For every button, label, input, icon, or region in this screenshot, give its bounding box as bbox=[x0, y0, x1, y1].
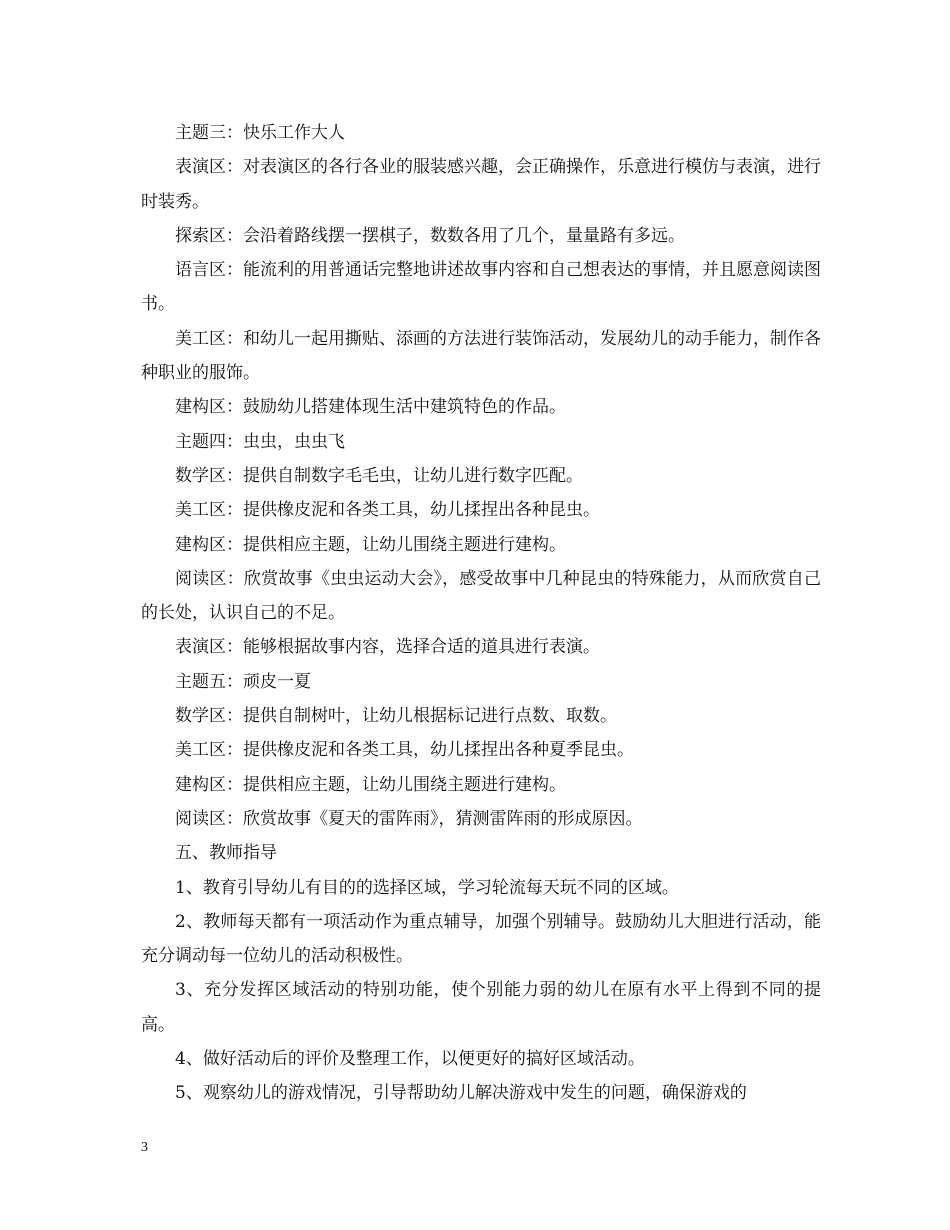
list-item-guidance-1: 1、教育引导幼儿有目的的选择区域，学习轮流每天玩不同的区域。 bbox=[175, 877, 679, 898]
paragraph-construction-area-theme: 建构区：提供相应主题，让幼儿围绕主题进行建构。 bbox=[175, 534, 566, 555]
paragraph-reading-area: 阅读区：欣赏故事《虫虫运动大会》，感受故事中几种昆虫的特殊能力，从而欣赏自己的长处，认识自己的不足。 bbox=[141, 568, 821, 624]
paragraph-language-area: 语言区：能流利的用普通话完整地讲述故事内容和自己想表达的事情，并且愿意阅读图书。 bbox=[141, 260, 821, 315]
heading-theme-five: 主题五：顽皮一夏 bbox=[175, 671, 311, 692]
document-body bbox=[141, 116, 821, 1111]
paragraph-construction-area: 建构区：鼓励幼儿搭建体现生活中建筑特色的作品。 bbox=[175, 397, 566, 418]
page-number: 3 bbox=[141, 1140, 148, 1155]
list-item-guidance-2: 2、教师每天都有一项活动作为重点辅导，加强个别辅导。鼓励幼儿大胆进行活动，能充分调动每一位幼儿的活动积极性。 bbox=[141, 911, 821, 967]
paragraph-construction-area-summer: 建构区：提供相应主题，让幼儿围绕主题进行建构。 bbox=[175, 774, 566, 795]
paragraph-performance-area: 表演区：对表演区的各行各业的服装感兴趣，会正确操作，乐意进行模仿与表演，进行时装秀。 bbox=[141, 157, 821, 212]
paragraph-math-area-leaves: 数学区：提供自制树叶，让幼儿根据标记进行点数、取数。 bbox=[175, 706, 617, 727]
paragraph-art-area-summer: 美工区：提供橡皮泥和各类工具，幼儿揉捏出各种夏季昆虫。 bbox=[175, 740, 634, 761]
paragraph-exploration-area: 探索区：会沿着路线摆一摆棋子，数数各用了几个，量量路有多远。 bbox=[175, 225, 685, 246]
paragraph-art-area-insects: 美工区：提供橡皮泥和各类工具，幼儿揉捏出各种昆虫。 bbox=[175, 500, 600, 521]
list-item-guidance-3: 3、充分发挥区域活动的特别功能，使个别能力弱的幼儿在原有水平上得到不同的提高。 bbox=[141, 980, 821, 1035]
list-item-guidance-4: 4、做好活动后的评价及整理工作，以便更好的搞好区域活动。 bbox=[175, 1049, 645, 1070]
paragraph-reading-area-rain: 阅读区：欣赏故事《夏天的雷阵雨》，猜测雷阵雨的形成原因。 bbox=[175, 808, 643, 829]
heading-teacher-guidance: 五、教师指导 bbox=[175, 843, 277, 864]
heading-theme-three: 主题三：快乐工作大人 bbox=[175, 123, 345, 143]
list-item-guidance-5: 5、观察幼儿的游戏情况，引导帮助幼儿解决游戏中发生的问题，确保游戏的 bbox=[175, 1083, 747, 1104]
paragraph-performance-area-props: 表演区：能够根据故事内容，选择合适的道具进行表演。 bbox=[175, 637, 600, 658]
paragraph-math-area: 数学区：提供自制数字毛毛虫，让幼儿进行数字匹配。 bbox=[175, 465, 583, 486]
heading-theme-four: 主题四：虫虫，虫虫飞 bbox=[175, 431, 345, 452]
paragraph-art-area: 美工区：和幼儿一起用撕贴、添画的方法进行装饰活动，发展幼儿的动手能力，制作各种职业的服饰。 bbox=[141, 328, 821, 384]
